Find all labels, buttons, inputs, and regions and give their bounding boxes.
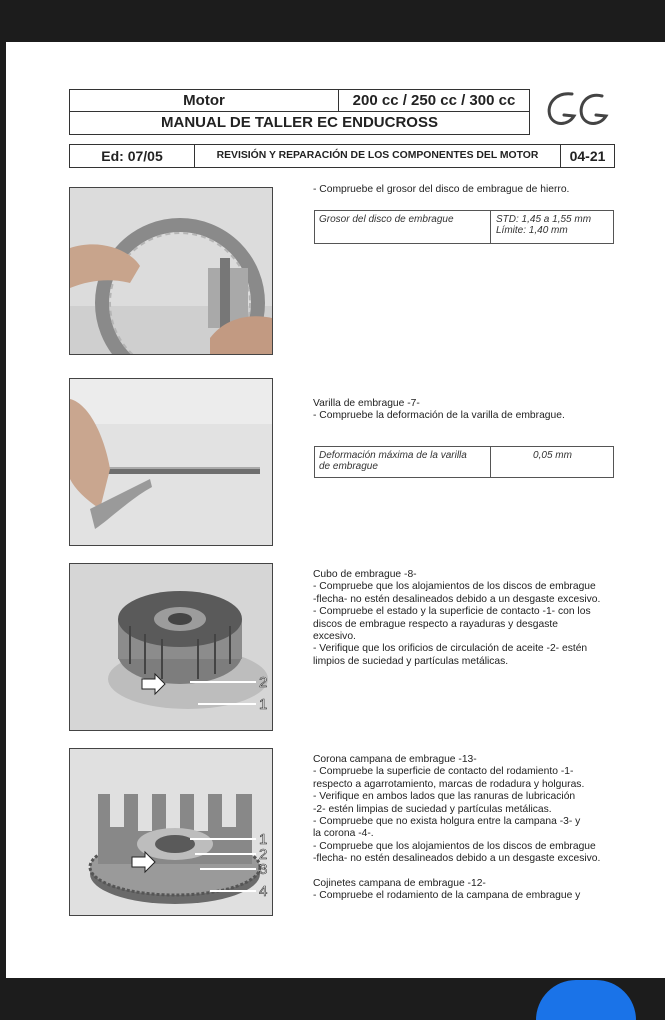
text-line: - Compruebe que no exista holgura entre la campana -3- y: [313, 816, 581, 828]
text-line: excesivo.: [313, 631, 356, 643]
text-line: -flecha- no estén desalineados debido a un desgaste excesivo.: [313, 593, 601, 605]
text-line: respecto a agarrotamiento, marcas de rodadura y holguras.: [313, 778, 585, 790]
spec-std: STD: 1,45 a 1,55 mm: [496, 214, 592, 225]
photo-clutch-hub: [69, 563, 273, 731]
callout-2: 2: [259, 674, 268, 691]
callout-1: 1: [259, 831, 268, 848]
text-line: Varilla de embrague -7-: [313, 398, 420, 409]
text-line: Cojinetes campana de embrague -12-: [313, 878, 486, 890]
spec-label: [315, 447, 491, 477]
callout-3: 3: [259, 861, 268, 878]
header-motor: Motor: [70, 90, 339, 111]
viewer-top-bar: [0, 0, 665, 42]
text-line: - Verifique que los orificios de circulación de aceite -2- estén: [313, 643, 588, 655]
photo-clutch-basket: [69, 748, 273, 916]
document-page: [6, 42, 665, 978]
header-manual-title: MANUAL DE TALLER EC ENDUCROSS: [161, 114, 438, 131]
text-line: la corona -4-.: [313, 828, 374, 840]
gg-logo-icon: [542, 86, 612, 132]
edition-label: Ed: 07/05: [70, 145, 195, 167]
section4-text: [313, 754, 613, 903]
text-line: - Compruebe que los alojamientos de los discos de embrague: [313, 581, 596, 593]
page-number: 04-21: [569, 148, 606, 164]
text-line: [313, 866, 613, 878]
text-line: -flecha- no estén desalineados debido a un desgaste excesivo.: [313, 853, 601, 865]
callout-2: 2: [259, 846, 268, 863]
callout-1: 1: [259, 696, 268, 713]
spec-label-line: Deformación máxima de la varilla: [319, 450, 467, 461]
section-title: REVISIÓN Y REPARACIÓN DE LOS COMPONENTES DEL MOTOR: [195, 145, 561, 167]
text-line: - Compruebe el grosor del disco de embrague de hierro.: [313, 184, 570, 195]
spec-value: 0,05 mm: [533, 450, 572, 461]
section2-text: [313, 398, 613, 423]
spec-label: Grosor del disco de embrague: [315, 211, 491, 243]
text-line: Cubo de embrague -8-: [313, 569, 417, 580]
spec-limit: Límite: 1,40 mm: [496, 225, 568, 236]
subheader-box: [69, 144, 615, 168]
callout-4: 4: [259, 883, 268, 900]
text-line: - Verifique en ambos lados que las ranuras de lubricación: [313, 791, 576, 803]
text-line: - Compruebe la superficie de contacto del rodamiento -1-: [313, 766, 574, 778]
text-line: discos de embrague respecto a rayaduras y desgaste: [313, 618, 558, 630]
photo-clutch-rod: [69, 378, 273, 546]
text-line: - Compruebe el rodamiento de la campana de embrague y: [313, 890, 581, 902]
header-box: [69, 89, 530, 135]
text-line: -2- estén limpias de suciedad y partículas metálicas.: [313, 803, 552, 815]
text-line: Corona campana de embrague -13-: [313, 754, 477, 765]
text-line: limpios de suciedad y partículas metálicas.: [313, 655, 509, 667]
section1-text: [313, 184, 613, 196]
spec-label-line: de embrague: [319, 461, 378, 472]
text-line: - Compruebe que los alojamientos de los discos de embrague: [313, 840, 596, 852]
spec-table-rod-deformation: [314, 446, 614, 478]
spec-values: [492, 211, 613, 243]
spec-table-plate-thickness: [314, 210, 614, 244]
header-row: [70, 90, 529, 112]
text-line: - Compruebe el estado y la superficie de contacto -1- con los: [313, 606, 591, 618]
text-line: - Compruebe la deformación de la varilla de embrague.: [313, 410, 565, 422]
section3-text: [313, 569, 613, 668]
header-cc: 200 cc / 250 cc / 300 cc: [352, 92, 516, 109]
photo-clutch-plate-caliper: [69, 187, 273, 355]
